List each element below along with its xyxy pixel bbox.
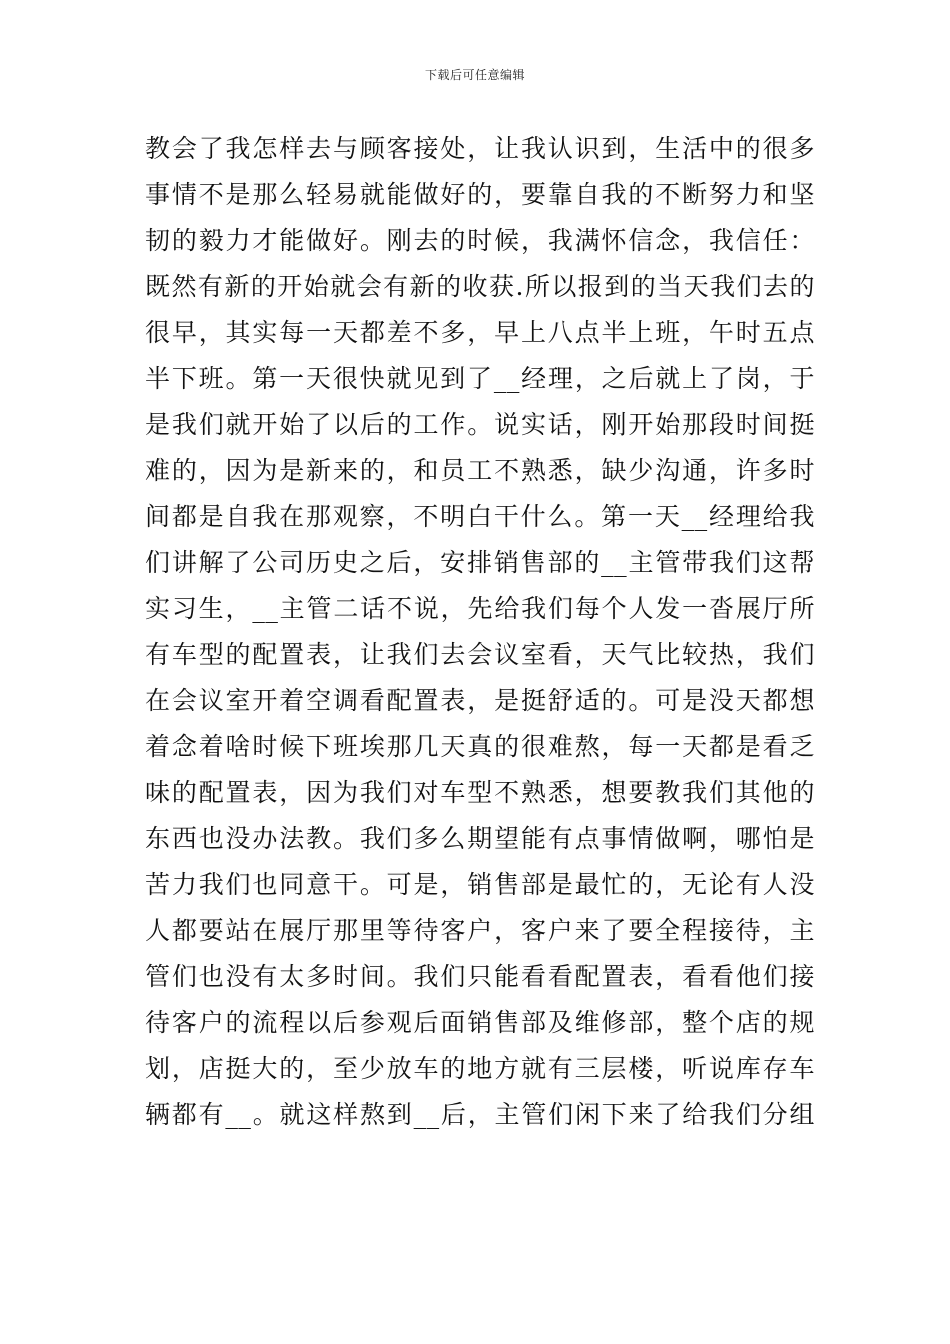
text-line: 实习生，__主管二话不说，先给我们每个人发一沓展厅所 (145, 594, 815, 623)
text-line: 辆都有__。就这样熬到__后，主管们闲下来了给我们分组 (145, 1100, 815, 1129)
text-line: 苦力我们也同意干。可是，销售部是最忙的，无论有人没 (145, 870, 815, 899)
text-line: 人都要站在展厅那里等待客户，客户来了要全程接待，主 (145, 916, 815, 945)
text-line: 在会议室开着空调看配置表，是挺舒适的。可是没天都想 (145, 686, 815, 715)
text-line: 教会了我怎样去与顾客接处，让我认识到，生活中的很多 (145, 134, 815, 163)
text-line: 们讲解了公司历史之后，安排销售部的__主管带我们这帮 (145, 548, 815, 577)
page-header: 下载后可任意编辑 (424, 68, 525, 82)
text-line: 半下班。第一天很快就见到了__经理，之后就上了岗，于 (145, 364, 815, 393)
text-line: 间都是自我在那观察，不明白干什么。第一天__经理给我 (145, 502, 815, 531)
text-line: 很早，其实每一天都差不多，早上八点半上班，午时五点 (145, 318, 815, 347)
body-text (145, 126, 815, 1138)
text-line: 待客户的流程以后参观后面销售部及维修部，整个店的规 (145, 1008, 815, 1037)
text-line: 管们也没有太多时间。我们只能看看配置表，看看他们接 (145, 962, 815, 991)
text-line: 韧的毅力才能做好。刚去的时候，我满怀信念，我信任： (145, 226, 815, 255)
text-line: 难的，因为是新来的，和员工不熟悉，缺少沟通，许多时 (145, 456, 815, 485)
text-line: 是我们就开始了以后的工作。说实话，刚开始那段时间挺 (145, 410, 815, 439)
text-line: 着念着啥时候下班埃那几天真的很难熬，每一天都是看乏 (145, 732, 815, 761)
text-line: 事情不是那么轻易就能做好的，要靠自我的不断努力和坚 (145, 180, 815, 209)
text-line: 味的配置表，因为我们对车型不熟悉，想要教我们其他的 (145, 778, 815, 807)
text-line: 划，店挺大的，至少放车的地方就有三层楼，听说库存车 (145, 1054, 815, 1083)
text-line: 既然有新的开始就会有新的收获.所以报到的当天我们去的 (145, 272, 815, 301)
text-line: 有车型的配置表，让我们去会议室看，天气比较热，我们 (145, 640, 815, 669)
text-line: 东西也没办法教。我们多么期望能有点事情做啊，哪怕是 (145, 824, 815, 853)
